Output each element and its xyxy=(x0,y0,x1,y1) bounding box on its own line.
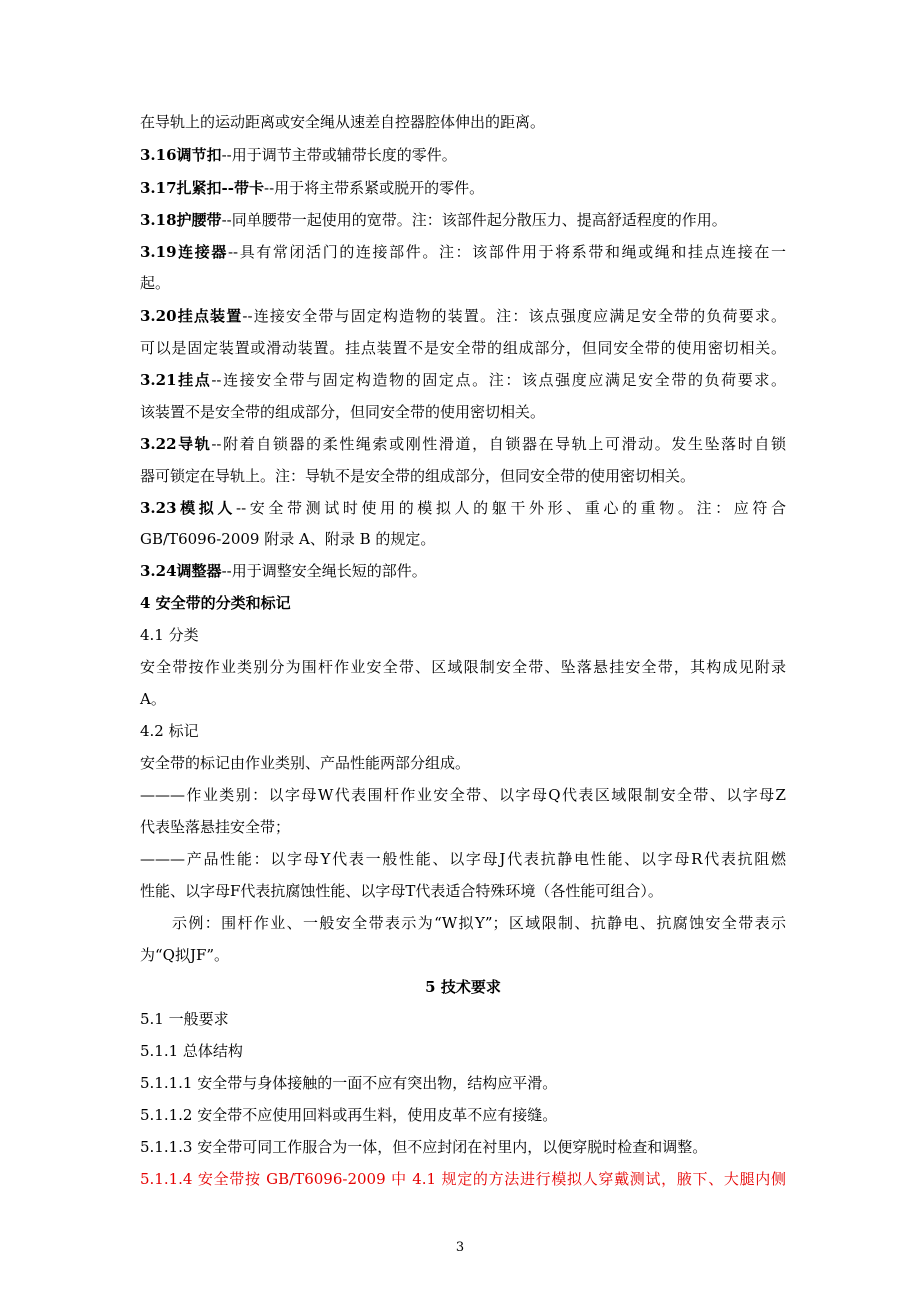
term: 连接器 xyxy=(176,243,228,261)
subsection-heading: 4.1 分类 xyxy=(140,626,199,644)
definition-3-16 xyxy=(140,145,786,165)
clause-number: 3.21 xyxy=(140,371,177,389)
definition-3-18 xyxy=(140,210,786,230)
term: 挂点 xyxy=(176,371,212,389)
text-line: 性能、以字母F代表抗腐蚀性能、以字母T代表适合特殊环境（各性能可组合）。 xyxy=(140,882,663,900)
definition-3-22 xyxy=(140,434,786,454)
definition-3-20 xyxy=(140,306,786,326)
text-line: 安全带的标记由作业类别、产品性能两部分组成。 xyxy=(140,754,471,772)
clause-number: 3.16 xyxy=(140,146,177,164)
term: 调整器 xyxy=(176,562,222,580)
text-line: 5.1.1.1 安全带与身体接触的一面不应有突出物，结构应平滑。 xyxy=(140,1074,558,1092)
text-line: 可以是固定装置或滑动装置。挂点装置不是安全带的组成部分，但同安全带的使用密切相关。 xyxy=(140,339,786,357)
text-line: A。 xyxy=(140,690,166,708)
text-line: 5.1.1.3 安全带可同工作服合为一体，但不应封闭在衬里内，以便穿脱时检查和调整。 xyxy=(140,1138,708,1156)
clause-number: 3.23 xyxy=(140,499,177,517)
definition-3-24 xyxy=(140,561,786,581)
text-line: 为“Q拟JF”。 xyxy=(140,946,230,964)
text-line: 在导轨上的运动距离或安全绳从速差自控器腔体伸出的距离。 xyxy=(140,113,546,131)
clause-number: 3.22 xyxy=(140,435,177,453)
term: 护腰带 xyxy=(176,211,222,229)
clause-number: 3.24 xyxy=(140,562,177,580)
text-line: 代表坠落悬挂安全带； xyxy=(140,818,291,836)
text-line: GB/T6096-2009 附录 A、附录 B 的规定。 xyxy=(140,530,436,548)
page-number: 3 xyxy=(455,1240,465,1255)
definition-text: --用于调节主带或辅带长度的零件。 xyxy=(221,146,457,164)
definition-text: --具有常闭活门的连接部件。注：该部件用于将系带和绳或绳和挂点连接在一 xyxy=(227,243,786,261)
text-line: 该装置不是安全带的组成部分，但同安全带的使用密切相关。 xyxy=(140,403,546,421)
term: 扎紧扣--带卡 xyxy=(176,179,264,197)
term: 导轨 xyxy=(176,435,212,453)
definition-text: --附着自锁器的柔性绳索或刚性滑道，自锁器在导轨上可滑动。发生坠落时自锁 xyxy=(211,435,786,453)
text-line: ———产品性能：以字母Y代表一般性能、以字母J代表抗静电性能、以字母R代表抗阻燃 xyxy=(140,850,786,868)
definition-text: --连接安全带与固定构造物的固定点。注：该点强度应满足安全带的负荷要求。 xyxy=(211,371,786,389)
clause-number: 3.17 xyxy=(140,179,177,197)
definition-text: --同单腰带一起使用的宽带。注：该部件起分散压力、提高舒适程度的作用。 xyxy=(221,211,727,229)
definition-text: --用于将主带系紧或脱开的零件。 xyxy=(264,179,485,197)
clause-number: 3.19 xyxy=(140,243,177,261)
definition-3-21 xyxy=(140,370,786,390)
subsection-heading: 5.1 一般要求 xyxy=(140,1010,229,1028)
term: 挂点装置 xyxy=(176,307,243,325)
text-line: ———作业类别：以字母W代表围杆作业安全带、以字母Q代表区域限制安全带、以字母Z xyxy=(140,786,786,804)
definition-3-23 xyxy=(140,498,786,518)
definition-text: --安全带测试时使用的模拟人的躯干外形、重心的重物。注：应符合 xyxy=(236,499,786,517)
definition-text: --用于调整安全绳长短的部件。 xyxy=(221,562,427,580)
subsection-heading: 4.2 标记 xyxy=(140,722,199,740)
text-line: 器可锁定在导轨上。注：导轨不是安全带的组成部分，但同安全带的使用密切相关。 xyxy=(140,467,696,485)
definition-3-19 xyxy=(140,242,786,262)
text-line: 起。 xyxy=(140,274,171,292)
definition-3-17 xyxy=(140,178,786,198)
highlighted-text-line: 5.1.1.4 安全带按 GB/T6096-2009 中 4.1 规定的方法进行模拟人穿戴测试，腋下、大腿内侧 xyxy=(140,1170,786,1188)
section-heading-4: 4 安全带的分类和标记 xyxy=(140,594,291,612)
definition-text: --连接安全带与固定构造物的装置。注：该点强度应满足安全带的负荷要求。 xyxy=(242,307,786,325)
clause-number: 3.20 xyxy=(140,307,177,325)
clause-number: 3.18 xyxy=(140,211,177,229)
text-line: 安全带按作业类别分为围杆作业安全带、区域限制安全带、坠落悬挂安全带，其构成见附录 xyxy=(140,658,786,676)
section-heading-5: 5 技术要求 xyxy=(425,978,501,996)
example-line: 示例：围杆作业、一般安全带表示为“W拟Y”；区域限制、抗静电、抗腐蚀安全带表示 xyxy=(172,914,786,932)
term: 模拟人 xyxy=(176,499,237,517)
term: 调节扣 xyxy=(176,146,222,164)
subsection-heading: 5.1.1 总体结构 xyxy=(140,1042,243,1060)
text-line: 5.1.1.2 安全带不应使用回料或再生料，使用皮革不应有接缝。 xyxy=(140,1106,558,1124)
